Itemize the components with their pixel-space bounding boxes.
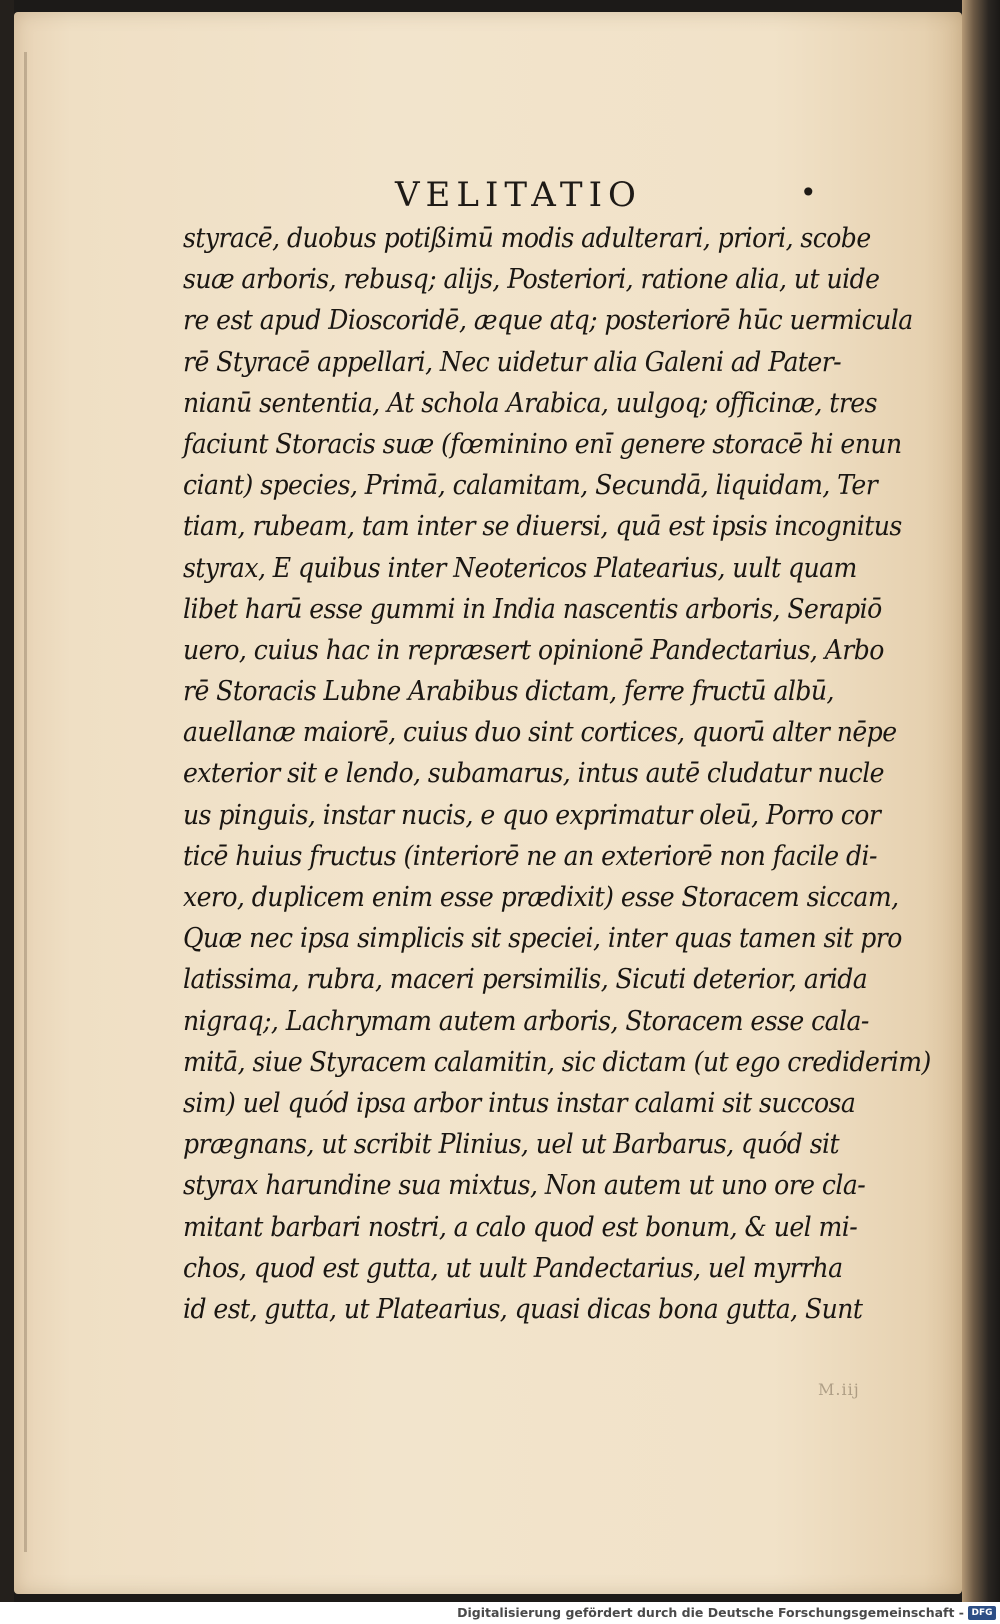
dfg-logo: DFG	[968, 1606, 996, 1620]
text-line: faciunt Storacis suæ (fœminino enī genere storacē hi enun	[183, 428, 902, 460]
text-line: styrax, E quibus inter Neotericos Platearius, uult quam	[183, 552, 857, 584]
text-line: suæ arboris, rebusq; alijs, Posteriori, ratione alia, ut uide	[183, 264, 880, 296]
signature-mark: M.iij	[818, 1380, 860, 1399]
text-line: mitant barbari nostri, a calo quod est bonum, & uel mi-	[183, 1211, 858, 1243]
text-line: Quæ nec ipsa simplicis sit speciei, inter quas tamen sit pro	[183, 923, 902, 955]
text-line: nigraq;, Lachrymam autem arboris, Storacem esse cala-	[183, 1005, 869, 1037]
text-line: ciant) species, Primā, calamitam, Secundā, liquidam, Ter	[183, 470, 878, 502]
text-line: uero, cuius hac in repræsert opinionē Pandectarius, Arbo	[183, 634, 884, 666]
text-line: latissima, rubra, maceri persimilis, Sicuti deterior, arida	[183, 964, 868, 996]
text-line: prægnans, ut scribit Plinius, uel ut Barbarus, quód sit	[183, 1129, 840, 1161]
text-line: sim) uel quód ipsa arbor intus instar calami sit succosa	[183, 1087, 856, 1119]
text-line: ticē huius fructus (interiorē ne an exteriorē non facile di-	[183, 840, 877, 872]
funding-credit: Digitalisierung gefördert durch die Deutsche Forschungsgemeinschaft -	[457, 1605, 964, 1620]
page-fore-edge	[962, 0, 1000, 1602]
text-line: us pinguis, instar nucis, e quo exprimatur oleū, Porro cor	[183, 799, 881, 831]
text-line: xero, duplicem enim esse prædixit) esse Storacem siccam,	[183, 882, 899, 913]
text-line: libet harū esse gummi in India nascentis arboris, Serapiō	[183, 593, 882, 625]
text-line: rē Styracē appellari, Nec uidetur alia Galeni ad Pater-	[183, 346, 842, 378]
text-line: re est apud Dioscoridē, æque atq; posteriorē hūc uermicula	[183, 305, 913, 337]
running-head: VELITATIO	[395, 175, 642, 215]
text-line: styracē, duobus potißimū modis adulterari, priori, scobe	[183, 223, 871, 254]
text-line: nianū sententia, At schola Arabica, uulgoq; officinæ, tres	[183, 387, 877, 419]
digitization-footer	[0, 1602, 1000, 1624]
text-line: chos, quod est gutta, ut uult Pandectarius, uel myrrha	[183, 1252, 843, 1284]
text-line: auellanæ maiorē, cuius duo sint cortices, quorū alter nēpe	[183, 717, 897, 749]
binding-edge	[0, 0, 14, 1602]
body-text	[183, 218, 931, 1330]
gutter-shadow	[24, 52, 27, 1552]
text-line: rē Storacis Lubne Arabibus dictam, ferre fructū albū,	[183, 676, 834, 708]
text-line: exterior sit e lendo, subamarus, intus autē cludatur nucle	[183, 758, 884, 790]
text-line: id est, gutta, ut Platearius, quasi dicas bona gutta, Sunt	[183, 1293, 863, 1325]
text-line: tiam, rubeam, tam inter se diuersi, quā est ipsis incognitus	[183, 511, 902, 543]
text-line: mitā, siue Styracem calamitin, sic dictam (ut ego crediderim)	[183, 1046, 931, 1078]
text-line: styrax harundine sua mixtus, Non autem ut uno ore cla-	[183, 1170, 866, 1202]
running-head-mark: •	[800, 176, 817, 209]
